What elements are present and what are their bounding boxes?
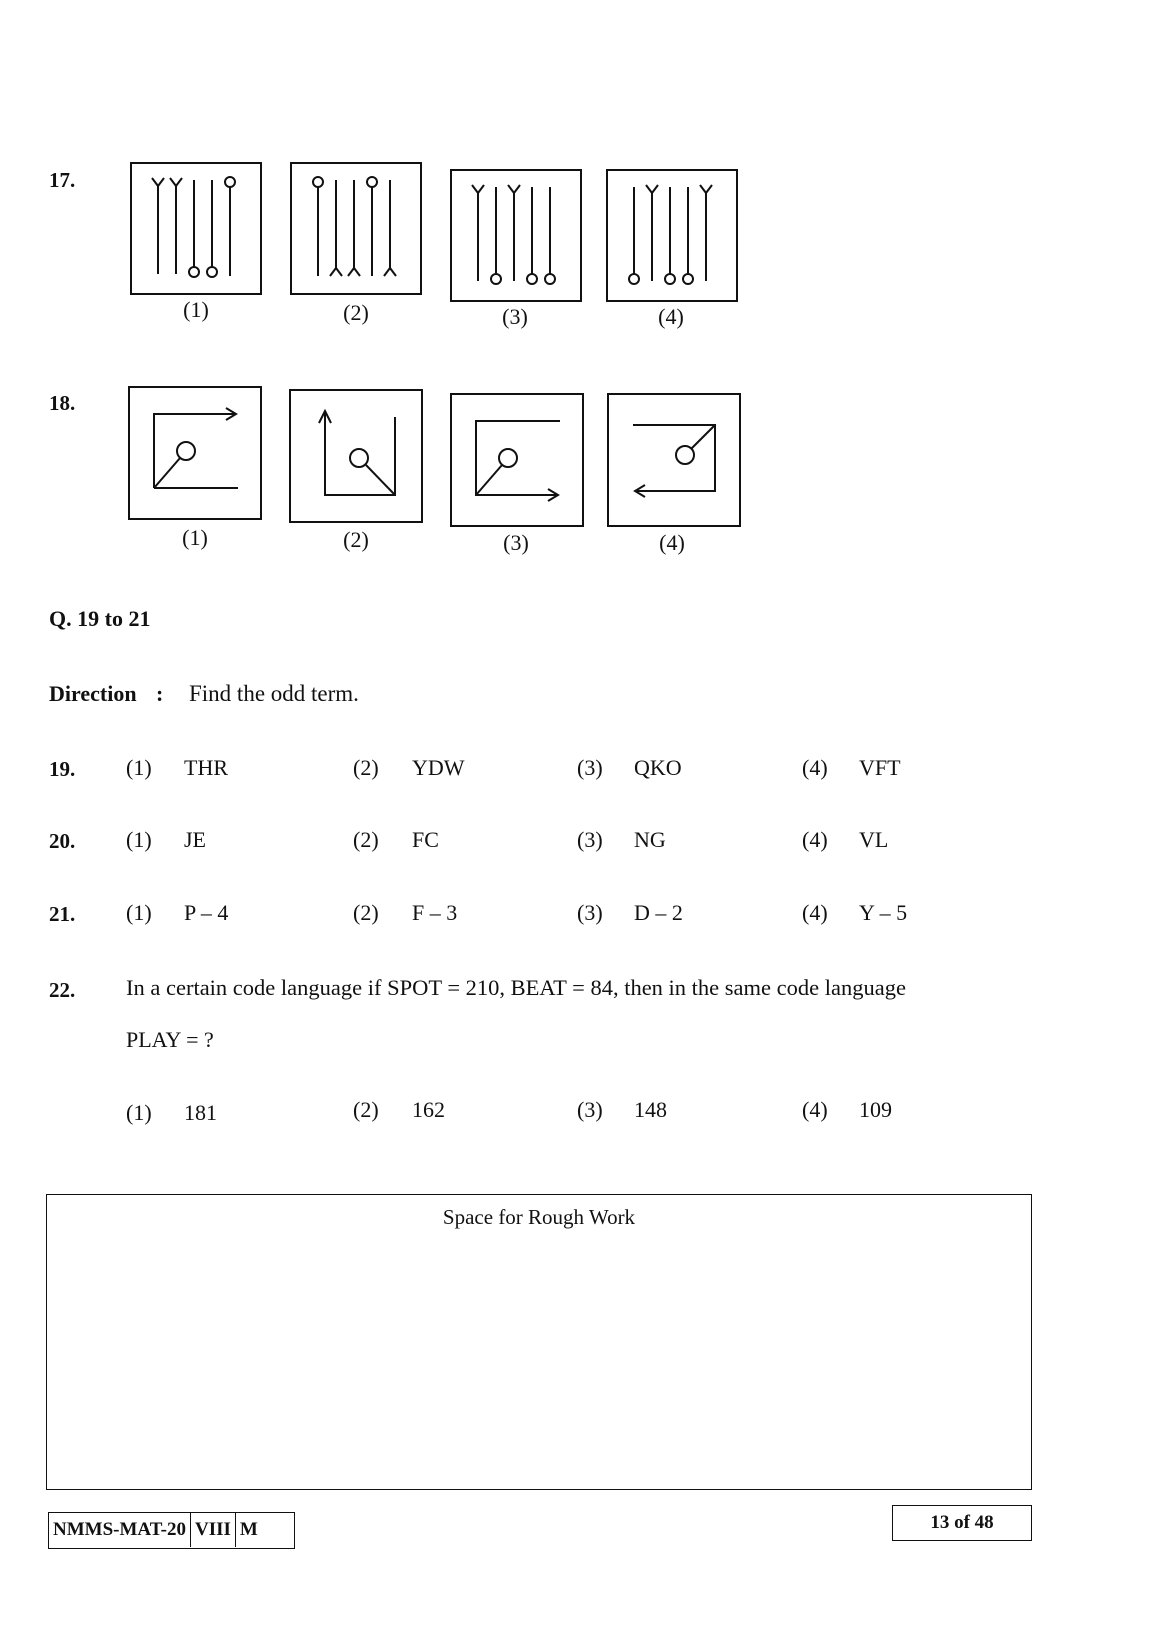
option-4[interactable]: 109 xyxy=(859,1097,892,1122)
question-number: 22. xyxy=(49,978,76,1002)
figure-label: (4) xyxy=(658,304,684,329)
option-number: (3) xyxy=(577,1097,603,1122)
q18-figure-4[interactable] xyxy=(607,393,741,527)
option-number: (2) xyxy=(353,755,379,780)
option-1[interactable]: THR xyxy=(184,755,228,780)
vertical-lines-figure xyxy=(292,164,424,297)
q18-figure-1[interactable] xyxy=(128,386,262,520)
vertical-lines-figure xyxy=(132,164,264,297)
vertical-lines-figure xyxy=(452,171,584,304)
q17-figure-3[interactable] xyxy=(450,169,582,302)
figure-label: (3) xyxy=(503,530,529,555)
figure-label: (2) xyxy=(343,527,369,552)
figure-label: (3) xyxy=(502,304,528,329)
option-2[interactable]: YDW xyxy=(412,755,465,780)
option-1[interactable]: P – 4 xyxy=(184,900,229,925)
option-number: (1) xyxy=(126,755,152,780)
option-3[interactable]: 148 xyxy=(634,1097,667,1122)
option-4[interactable]: VFT xyxy=(859,755,901,780)
option-2[interactable]: FC xyxy=(412,827,439,852)
direction-text: Find the odd term. xyxy=(189,681,359,706)
arrow-pin-figure xyxy=(452,395,586,529)
option-number: (4) xyxy=(802,755,828,780)
option-number: (4) xyxy=(802,1097,828,1122)
figure-label: (1) xyxy=(182,525,208,550)
q17-figure-4[interactable] xyxy=(606,169,738,302)
option-number: (3) xyxy=(577,827,603,852)
option-3[interactable]: D – 2 xyxy=(634,900,683,925)
direction-colon: : xyxy=(156,681,164,706)
option-number: (2) xyxy=(353,1097,379,1122)
option-1[interactable]: JE xyxy=(184,827,206,852)
option-4[interactable]: VL xyxy=(859,827,889,852)
option-number: (2) xyxy=(353,827,379,852)
q17-figure-1[interactable] xyxy=(130,162,262,295)
arrow-pin-figure xyxy=(609,395,743,529)
question-number: 21. xyxy=(49,902,76,926)
question-number: 19. xyxy=(49,757,76,781)
figure-label: (1) xyxy=(183,297,209,322)
vertical-lines-figure xyxy=(608,171,740,304)
section-heading: Q. 19 to 21 xyxy=(49,606,151,631)
option-2[interactable]: 162 xyxy=(412,1097,445,1122)
arrow-pin-figure xyxy=(291,391,425,525)
option-2[interactable]: F – 3 xyxy=(412,900,458,925)
arrow-pin-figure xyxy=(130,388,264,522)
option-number: (3) xyxy=(577,755,603,780)
option-number: (1) xyxy=(126,827,152,852)
set-label: M xyxy=(239,1519,258,1540)
question-text: PLAY = ? xyxy=(126,1027,214,1052)
option-3[interactable]: QKO xyxy=(634,755,682,780)
page-number: 13 of 48 xyxy=(892,1505,1032,1541)
rough-work-area[interactable] xyxy=(46,1194,1032,1490)
direction-label: Direction xyxy=(49,681,137,706)
option-number: (2) xyxy=(353,900,379,925)
question-number: 20. xyxy=(49,829,76,853)
option-number: (4) xyxy=(802,827,828,852)
q18-figure-2[interactable] xyxy=(289,389,423,523)
q17-figure-2[interactable] xyxy=(290,162,422,295)
rough-work-title: Space for Rough Work xyxy=(442,1205,636,1229)
figure-label: (4) xyxy=(659,530,685,555)
option-number: (4) xyxy=(802,900,828,925)
question-number: 17. xyxy=(49,168,76,192)
option-3[interactable]: NG xyxy=(634,827,666,852)
option-number: (1) xyxy=(126,1100,152,1125)
option-1[interactable]: 181 xyxy=(184,1100,217,1125)
paper-code: NMMS-MAT-20 xyxy=(49,1513,191,1547)
option-4[interactable]: Y – 5 xyxy=(859,900,908,925)
option-number: (1) xyxy=(126,900,152,925)
figure-label: (2) xyxy=(343,300,369,325)
footer-code-box xyxy=(48,1512,295,1549)
q18-figure-3[interactable] xyxy=(450,393,584,527)
option-number: (3) xyxy=(577,900,603,925)
question-text: In a certain code language if SPOT = 210, BEAT = 84, then in the same code language xyxy=(126,975,906,1000)
question-number: 18. xyxy=(49,391,76,415)
class-label: VIII xyxy=(191,1513,236,1547)
